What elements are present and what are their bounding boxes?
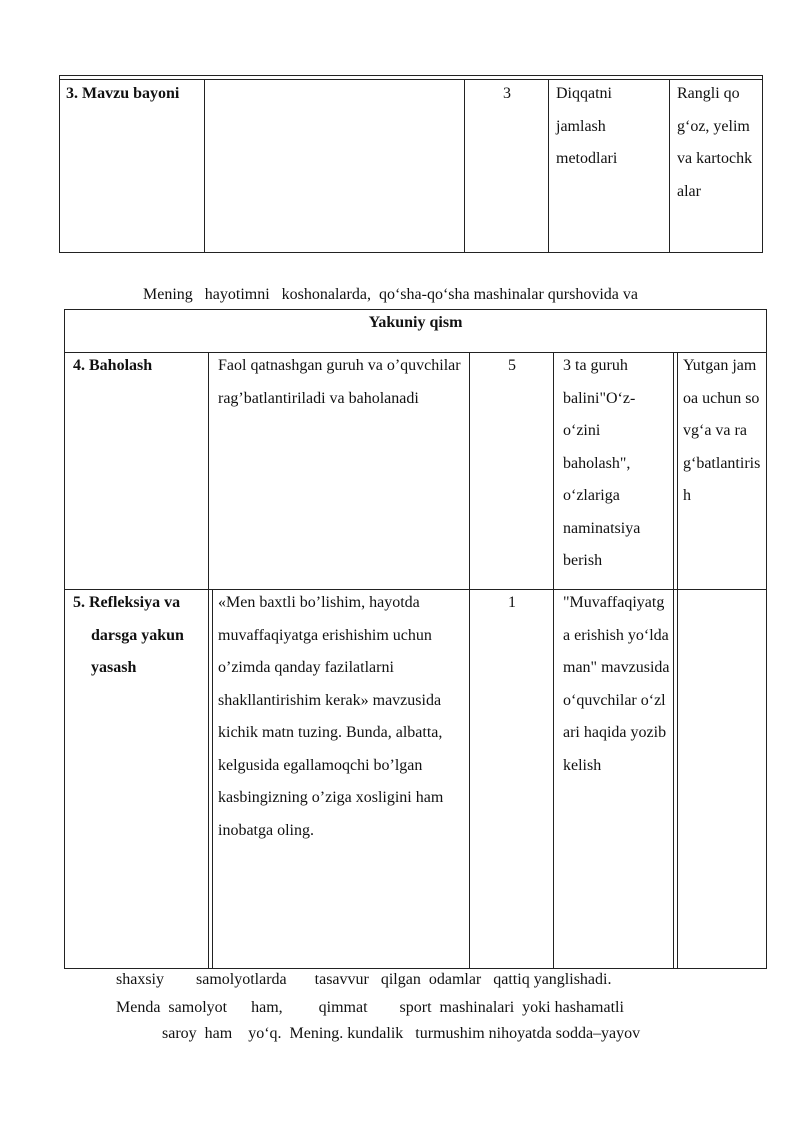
section-title: Yakuniy qism (368, 314, 463, 331)
time-cell: 3 (503, 85, 511, 102)
paragraph-line: Menda samolyot ham, qimmat sport mashinalari yoki hashamatli (116, 999, 624, 1016)
section-cell: 5. Refleksiya va darsga yakun yasash (73, 594, 184, 676)
time-cell: 5 (508, 357, 516, 374)
section-cell: 4. Baholash (73, 357, 153, 374)
section-cell: 3. Mavzu bayoni (66, 85, 180, 102)
method-cell: "Muvaffaqiyatga erishish yo‘ldaman" mavzusida o‘quvchilar o‘zlari haqida yozib kelish (563, 594, 670, 774)
paragraph-line: saroy ham yo‘q. Mening. kundalik turmushim nihoyatda sodda–yayov (162, 1025, 641, 1042)
description-cell: «Men baxtli bo’lishim, hayotda muvaffaqiyatga erishishim uchun o’zimda qanday fazilatlarni shakllantirishim kerak» mavzusida kichik matn tuzing. Bunda, albatta, kelgusida egallamoqchi bo’lgan kasbingizning o’ziga xosligini ham inobatga oling. (218, 594, 444, 839)
time-cell: 1 (508, 594, 516, 611)
method-cell: 3 ta guruh balini"O‘z-o‘zini baholash", o‘zlariga naminatsiya berish (563, 357, 641, 569)
paragraph-line: shaxsiy samolyotlarda tasavvur qilgan odamlar qattiq yanglishadi. (116, 971, 612, 988)
description-cell: Faol qatnashgan guruh va o’quvchilar rag’batlantiriladi va baholanadi (218, 357, 461, 407)
paragraph-line: Mening hayotimni koshonalarda, qo‘sha-qo‘sha mashinalar qurshovida va (143, 286, 638, 303)
materials-cell: Rangli qog‘oz, yelim va kartochkalar (677, 85, 753, 200)
materials-cell: Yutgan jamoa uchun sovg‘a va rag‘batlantirish (683, 357, 761, 504)
method-cell: Diqqatni jamlash metodlari (556, 85, 618, 167)
